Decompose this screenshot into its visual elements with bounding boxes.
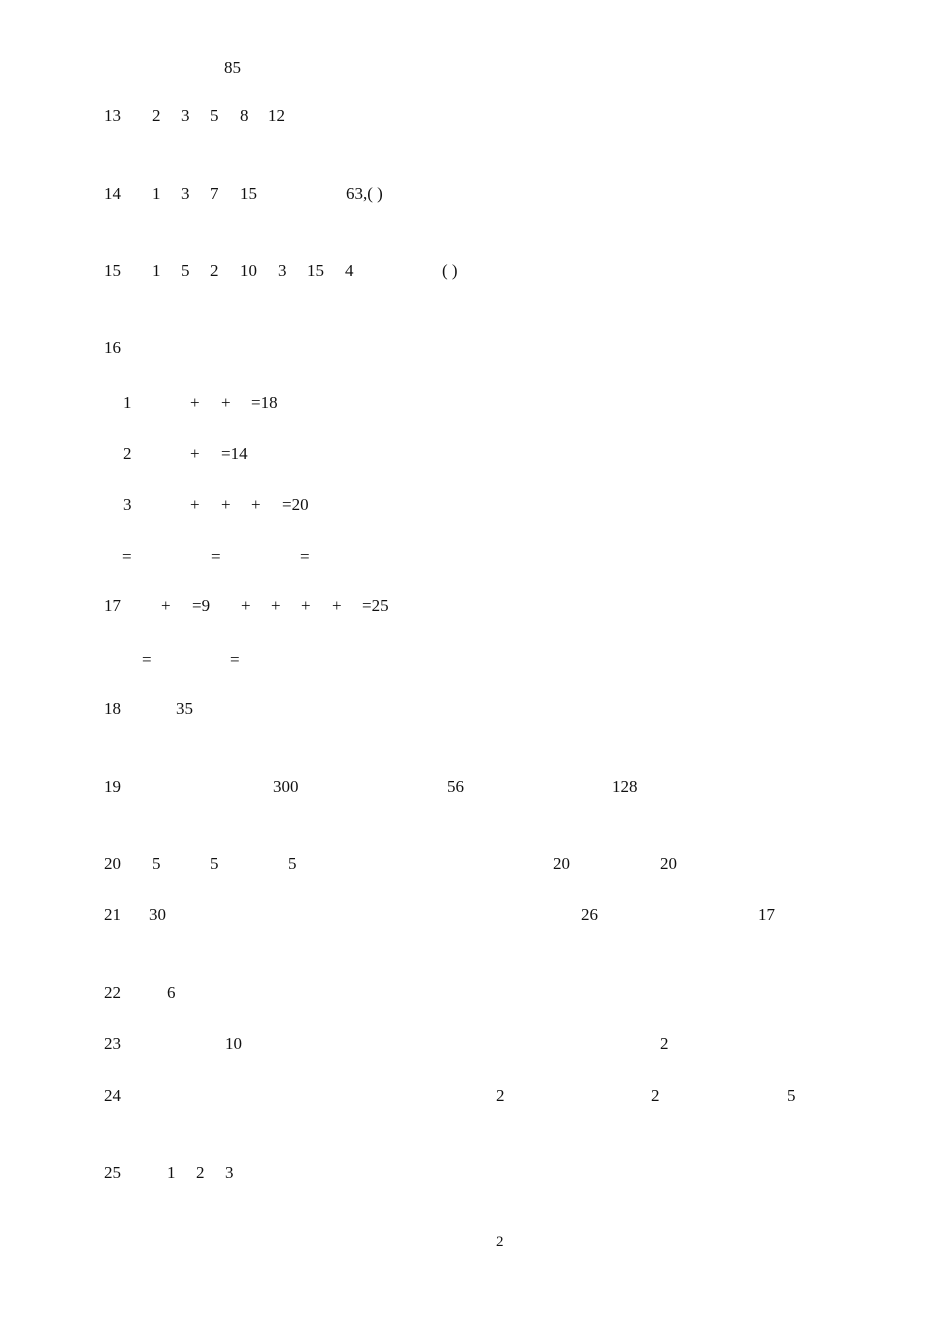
line-19-item-0: 19 [104,777,121,796]
line-17-item-2: =9 [192,596,211,615]
line-14-item-0: 14 [104,184,121,203]
line-15-item-3: 2 [210,261,219,280]
line-25-item-3: 3 [225,1163,234,1182]
line-16-2-item-1: + [190,444,200,463]
line-16-1-item-1: + [190,393,200,412]
line-13-item-3: 5 [210,106,219,125]
line-15-item-6: 15 [307,261,324,280]
line-21-item-2: 26 [581,905,598,924]
line-16-item-0: 16 [104,338,121,357]
line-16-3-item-2: + [221,495,231,514]
line-16-2-item-2: =14 [221,444,248,463]
line-13-item-2: 3 [181,106,190,125]
line-21-item-0: 21 [104,905,121,924]
line-21-item-3: 17 [758,905,775,924]
line-16-3-item-4: =20 [282,495,309,514]
line-20-item-3: 5 [288,854,297,873]
line-22-item-0: 22 [104,983,121,1002]
line-24-item-2: 2 [651,1086,660,1105]
line-15-item-8: ( ) [442,261,458,280]
line-19-item-2: 56 [447,777,464,796]
line-17-item-6: + [332,596,342,615]
line-15-item-0: 15 [104,261,121,280]
line-13-item-0: 13 [104,106,121,125]
line-16-1-item-0: 1 [123,393,132,412]
line-25-item-2: 2 [196,1163,205,1182]
line-13-item-1: 2 [152,106,161,125]
line-15-item-1: 1 [152,261,161,280]
line-14-item-1: 1 [152,184,161,203]
line-20-item-2: 5 [210,854,219,873]
line-14-item-5: 63,( ) [346,184,383,203]
line-21-item-1: 30 [149,905,166,924]
line-16-2-item-0: 2 [123,444,132,463]
line-19-item-1: 300 [273,777,299,796]
line-25-item-0: 25 [104,1163,121,1182]
line-23-item-1: 10 [225,1034,242,1053]
line-16-answers-item-1: = [211,547,221,566]
line-23-item-2: 2 [660,1034,669,1053]
line-22-item-1: 6 [167,983,176,1002]
line-14-item-4: 15 [240,184,257,203]
line-13-item-5: 12 [268,106,285,125]
line-25-item-1: 1 [167,1163,176,1182]
line-17-item-1: + [161,596,171,615]
line-17-item-3: + [241,596,251,615]
line-15-item-7: 4 [345,261,354,280]
line-14-item-2: 3 [181,184,190,203]
line-15-item-4: 10 [240,261,257,280]
line-16-answers-item-2: = [300,547,310,566]
line-15-item-5: 3 [278,261,287,280]
line-18-item-0: 18 [104,699,121,718]
line-17-answers-item-1: = [230,650,240,669]
line-16-1-item-3: =18 [251,393,278,412]
line-19-item-3: 128 [612,777,638,796]
line-16-3-item-1: + [190,495,200,514]
line-24-item-0: 24 [104,1086,121,1105]
line-24-item-1: 2 [496,1086,505,1105]
line-15-item-2: 5 [181,261,190,280]
line-16-3-item-0: 3 [123,495,132,514]
line-20-item-1: 5 [152,854,161,873]
line-14-item-3: 7 [210,184,219,203]
line-16-1-item-2: + [221,393,231,412]
line-17-item-5: + [301,596,311,615]
line-17-item-4: + [271,596,281,615]
line-85-item-0: 85 [224,58,241,77]
line-20-item-0: 20 [104,854,121,873]
line-13-item-4: 8 [240,106,249,125]
line-24-item-3: 5 [787,1086,796,1105]
line-16-3-item-3: + [251,495,261,514]
line-17-item-0: 17 [104,596,121,615]
line-16-answers-item-0: = [122,547,132,566]
page-number: 2 [496,1234,504,1250]
line-17-answers-item-0: = [142,650,152,669]
line-23-item-0: 23 [104,1034,121,1053]
line-20-item-4: 20 [553,854,570,873]
line-20-item-5: 20 [660,854,677,873]
line-17-item-7: =25 [362,596,389,615]
line-18-item-1: 35 [176,699,193,718]
